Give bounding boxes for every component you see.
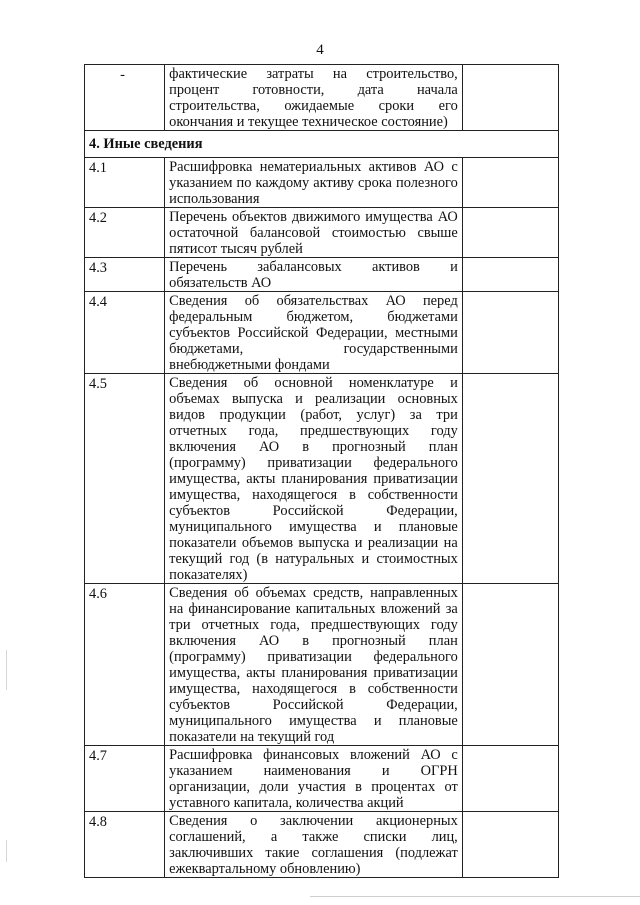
row-description-cell: Сведения об основной номенклатуре и объемах выпуска и реализации основных видов продукции (работ, услуг) за три отчетных года, предшествующих году включения АО в прогнозный план (программу) приватизации федерального имущества, акты планирования приватизации имущества, находящегося в собственности субъектов Российской Федерации, муниципального имущества и плановые показатели объемов выпуска и реализации на текущий год (в натуральных и стоимостных показателях) bbox=[165, 374, 463, 584]
row-empty-cell bbox=[462, 584, 558, 746]
row-number-cell: 4.3 bbox=[85, 258, 165, 292]
row-description-cell: Перечень объектов движимого имущества АО остаточной балансовой стоимостью свыше пятисот тысяч рублей bbox=[165, 208, 463, 258]
page-number: 4 bbox=[316, 42, 324, 58]
section-title: 4. Иные сведения bbox=[85, 131, 559, 158]
row-number-cell: - bbox=[85, 65, 165, 131]
table-row bbox=[85, 292, 559, 374]
table-row bbox=[85, 374, 559, 584]
row-empty-cell bbox=[462, 292, 558, 374]
row-number-cell: 4.8 bbox=[85, 812, 165, 878]
row-empty-cell bbox=[462, 158, 558, 208]
table-row bbox=[85, 812, 559, 878]
row-empty-cell bbox=[462, 65, 558, 131]
scan-artifact-left bbox=[6, 650, 7, 690]
row-empty-cell bbox=[462, 746, 558, 812]
table-row bbox=[85, 258, 559, 292]
row-number-cell: 4.5 bbox=[85, 374, 165, 584]
row-description-cell: Сведения об объемах средств, направленных на финансирование капитальных вложений за три отчетных года, предшествующих году включения АО в прогнозный план (программу) приватизации федерального имущества, акты планирования приватизации имущества, находящегося в собственности субъектов Российской Федерации, муниципального имущества и плановые показатели на текущий год bbox=[165, 584, 463, 746]
row-description-cell: Перечень забалансовых активов и обязательств АО bbox=[165, 258, 463, 292]
row-number-cell: 4.4 bbox=[85, 292, 165, 374]
row-empty-cell bbox=[462, 812, 558, 878]
row-empty-cell bbox=[462, 374, 558, 584]
row-empty-cell bbox=[462, 208, 558, 258]
info-table bbox=[84, 64, 559, 878]
row-number-cell: 4.6 bbox=[85, 584, 165, 746]
table-row bbox=[85, 158, 559, 208]
row-description-cell: фактические затраты на строительство, процент готовности, дата начала строительства, ожидаемые сроки его окончания и текущее техническое состояние) bbox=[165, 65, 463, 131]
row-number-cell: 4.1 bbox=[85, 158, 165, 208]
row-number-cell: 4.2 bbox=[85, 208, 165, 258]
row-number-cell: 4.7 bbox=[85, 746, 165, 812]
row-description-cell: Сведения о заключении акционерных соглашений, а также списки лиц, заключивших такие соглашения (подлежат ежеквартальному обновлению) bbox=[165, 812, 463, 878]
table-row bbox=[85, 65, 559, 131]
table-row bbox=[85, 208, 559, 258]
table-row bbox=[85, 746, 559, 812]
row-description-cell: Расшифровка финансовых вложений АО с указанием наименования и ОГРН организации, доли участия в процентах от уставного капитала, количества акций bbox=[165, 746, 463, 812]
row-description-cell: Сведения об обязательствах АО перед федеральным бюджетом, бюджетами субъектов Российской Федерации, местными бюджетами, государственными внебюджетными фондами bbox=[165, 292, 463, 374]
section-header-row bbox=[85, 131, 559, 158]
row-empty-cell bbox=[462, 258, 558, 292]
scan-artifact-left-lower bbox=[6, 840, 7, 862]
row-description-cell: Расшифровка нематериальных активов АО с указанием по каждому активу срока полезного использования bbox=[165, 158, 463, 208]
scan-artifact-bottom bbox=[310, 896, 640, 897]
table-row bbox=[85, 584, 559, 746]
